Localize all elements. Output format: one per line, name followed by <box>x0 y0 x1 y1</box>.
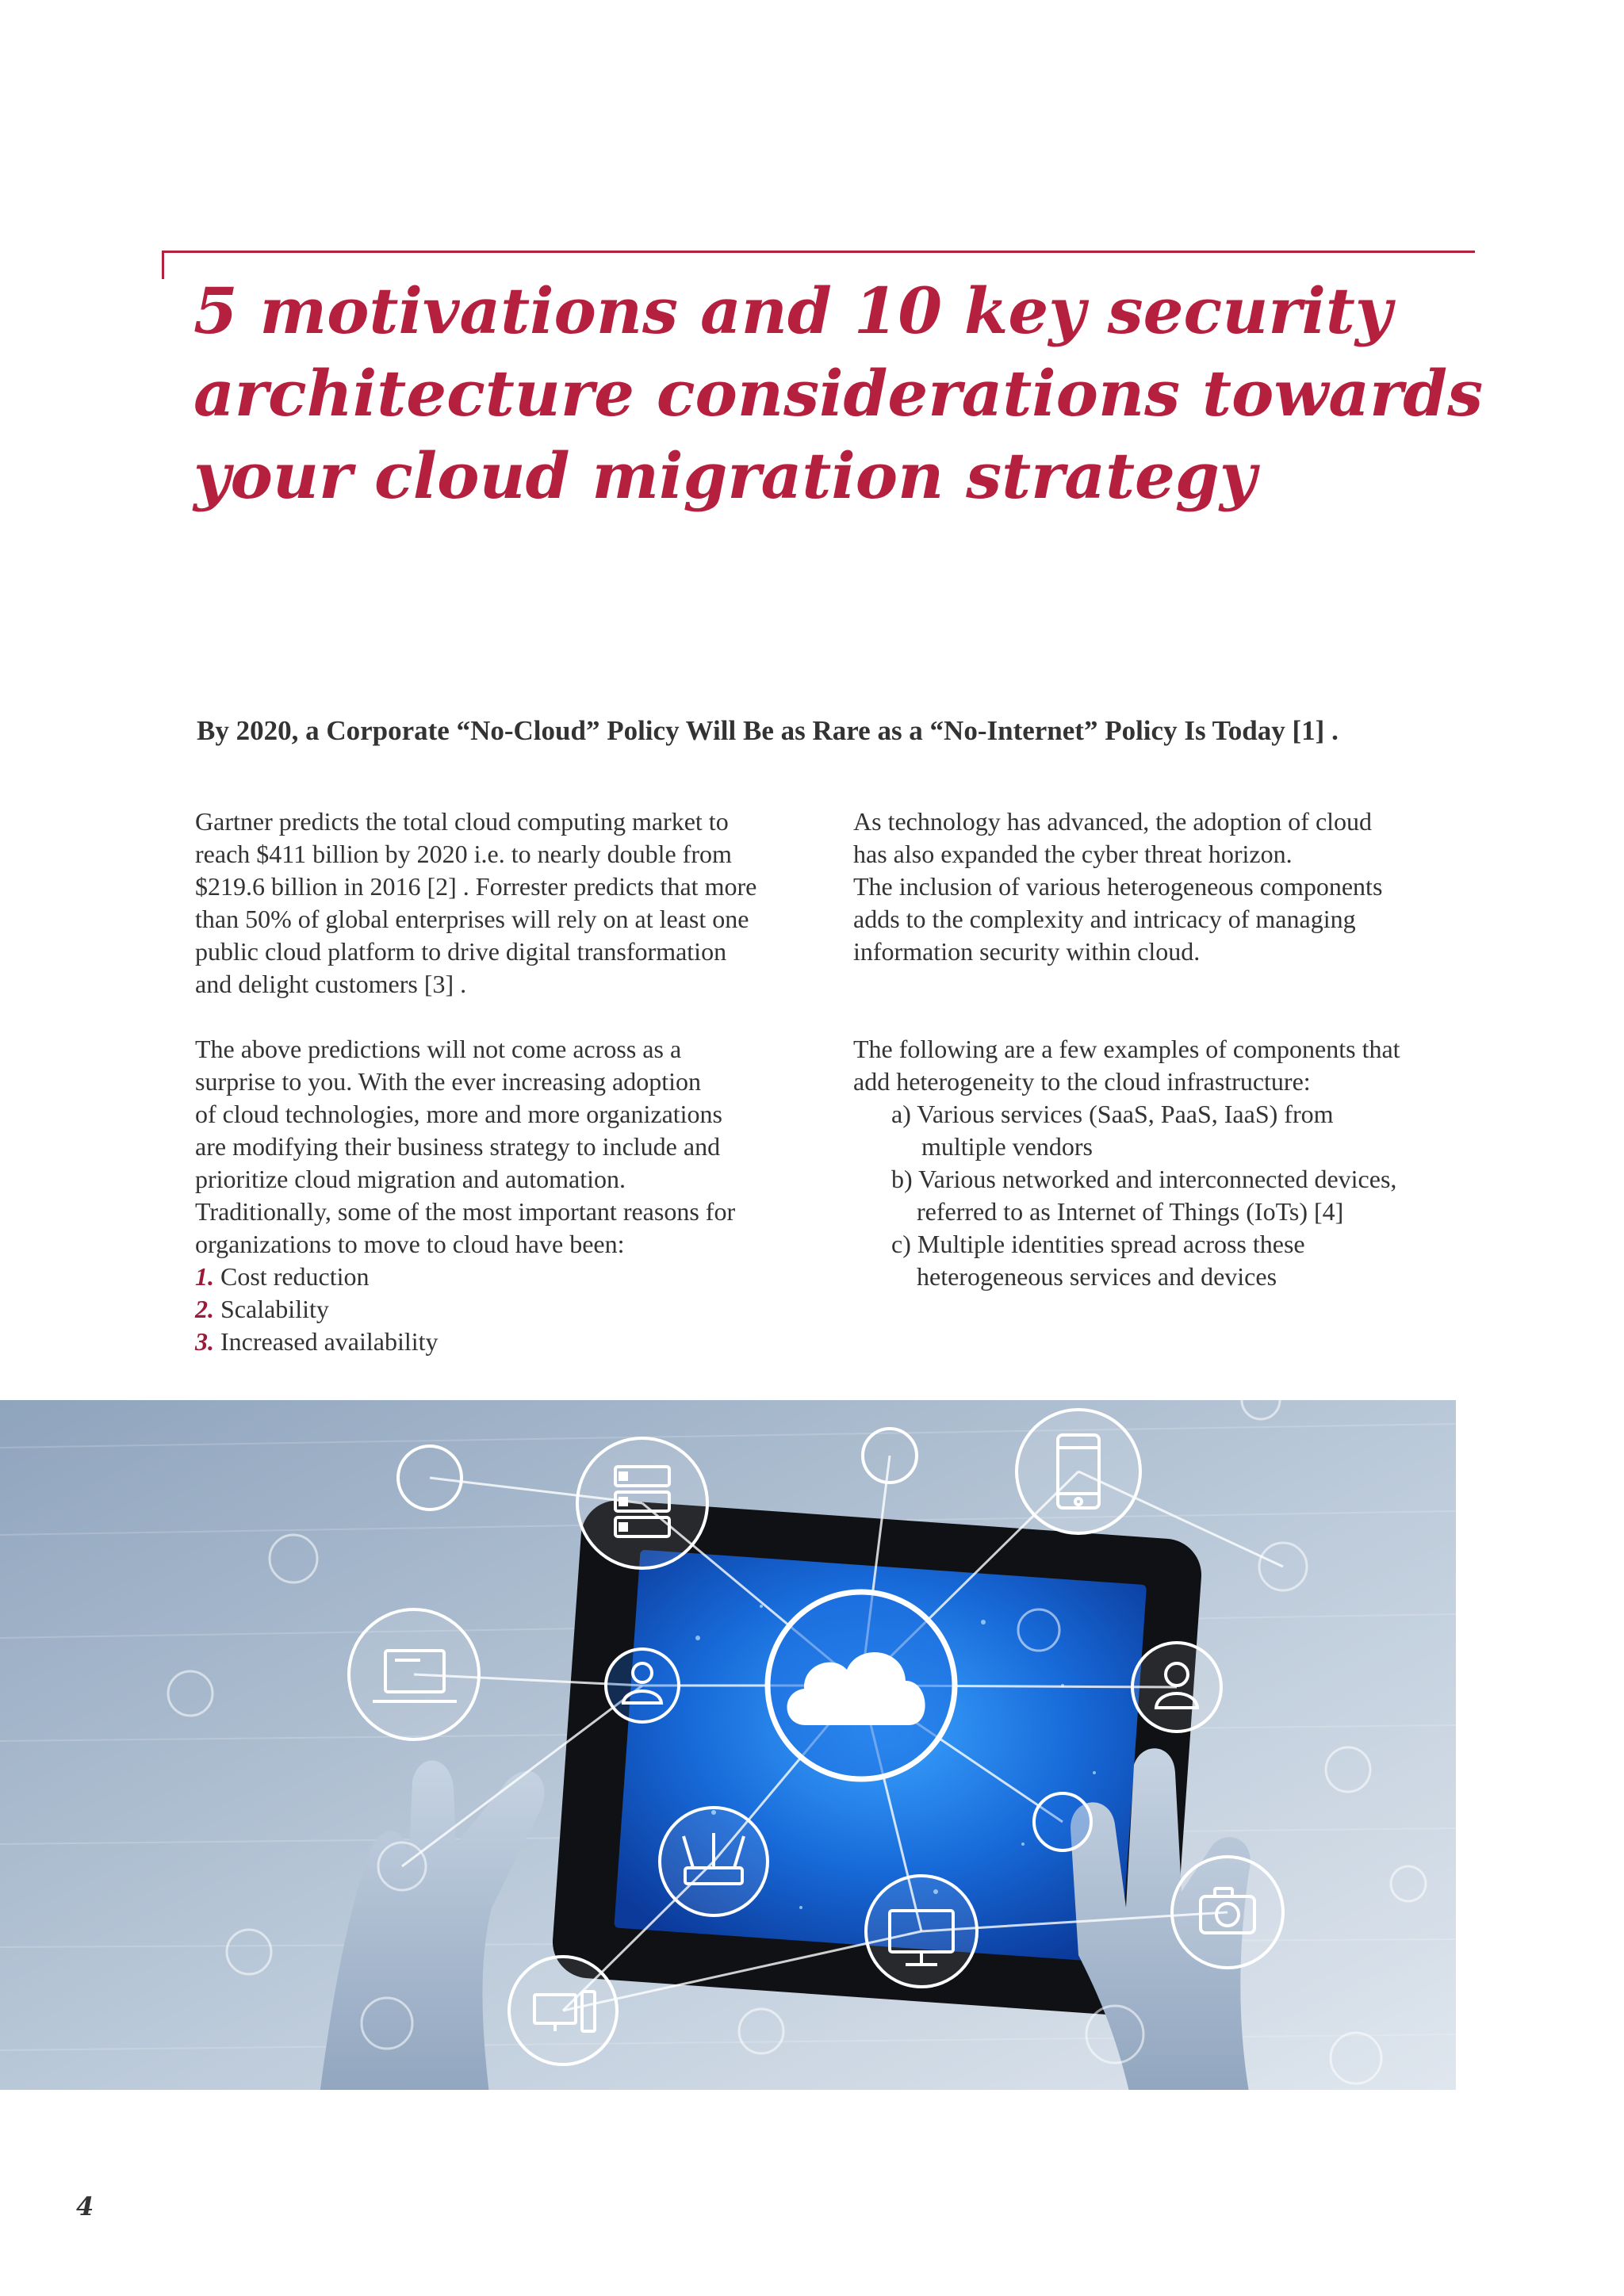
title-line: 5 motivations and 10 key security <box>193 274 1392 348</box>
title-rule-corner <box>162 251 164 279</box>
text-line: The above predictions will not come across as a <box>195 1035 682 1063</box>
examples-list <box>853 1098 1503 1293</box>
text-line: Gartner predicts the total cloud computing market to <box>195 807 729 836</box>
text-line: Traditionally, some of the most important reasons for <box>195 1197 736 1226</box>
reasons-list <box>195 1261 845 1358</box>
list-item-continuation: referred to as Internet of Things (IoTs) [4] <box>917 1197 1344 1226</box>
list-item <box>195 1293 845 1326</box>
list-item: a) Various services (SaaS, PaaS, IaaS) from <box>891 1100 1334 1128</box>
text-line: add heterogeneity to the cloud infrastructure: <box>853 1067 1311 1096</box>
text-line: are modifying their business strategy to include and <box>195 1132 721 1161</box>
text-line: than 50% of global enterprises will rely on at least one <box>195 905 749 933</box>
text-line: and delight customers [3] . <box>195 970 467 998</box>
paragraph-threat-horizon <box>853 806 1503 968</box>
text-line: information security within cloud. <box>853 937 1201 966</box>
list-text: Scalability <box>220 1295 329 1323</box>
text-line: reach $411 billion by 2020 i.e. to nearly double from <box>195 840 732 868</box>
list-text: Increased availability <box>220 1327 439 1356</box>
list-item-continuation: heterogeneous services and devices <box>917 1262 1277 1291</box>
text-line: surprise to you. With the ever increasing adoption <box>195 1067 701 1096</box>
list-number: 1. <box>195 1262 214 1291</box>
title-line: your cloud migration strategy <box>193 438 1257 513</box>
text-line: prioritize cloud migration and automation. <box>195 1165 626 1193</box>
page-number: 4 <box>76 2191 94 2221</box>
title-line: architecture considerations towards <box>193 356 1484 430</box>
list-item-continuation: multiple vendors <box>921 1132 1093 1161</box>
list-item: c) Multiple identities spread across these <box>891 1230 1305 1258</box>
text-line: of cloud technologies, more and more organizations <box>195 1100 722 1128</box>
left-column <box>195 806 845 1358</box>
list-number: 3. <box>195 1327 214 1356</box>
paragraph-heterogeneity <box>853 1033 1503 1098</box>
right-column <box>853 806 1503 1293</box>
text-line: The following are a few examples of components that <box>853 1035 1400 1063</box>
text-line: organizations to move to cloud have been: <box>195 1230 625 1258</box>
list-item <box>195 1326 845 1358</box>
text-line: public cloud platform to drive digital transformation <box>195 937 727 966</box>
page-title <box>193 270 1542 517</box>
text-line: $219.6 billion in 2016 [2] . Forrester predicts that more <box>195 872 757 901</box>
list-number: 2. <box>195 1295 214 1323</box>
text-line: The inclusion of various heterogeneous components <box>853 872 1383 901</box>
paragraph-reasons-intro <box>195 1033 845 1261</box>
text-line: adds to the complexity and intricacy of managing <box>853 905 1356 933</box>
text-line: has also expanded the cyber threat horizon. <box>853 840 1293 868</box>
hero-image <box>0 1400 1456 2090</box>
list-text: Cost reduction <box>220 1262 370 1291</box>
list-item: b) Various networked and interconnected devices, <box>891 1165 1397 1193</box>
paragraph-market-predictions <box>195 806 845 1001</box>
list-item <box>195 1261 845 1293</box>
subheading: By 2020, a Corporate “No-Cloud” Policy Will Be as Rare as a “No-Internet” Policy Is Today [1] . <box>197 715 1339 746</box>
title-rule <box>162 251 1475 253</box>
text-line: As technology has advanced, the adoption of cloud <box>853 807 1373 836</box>
